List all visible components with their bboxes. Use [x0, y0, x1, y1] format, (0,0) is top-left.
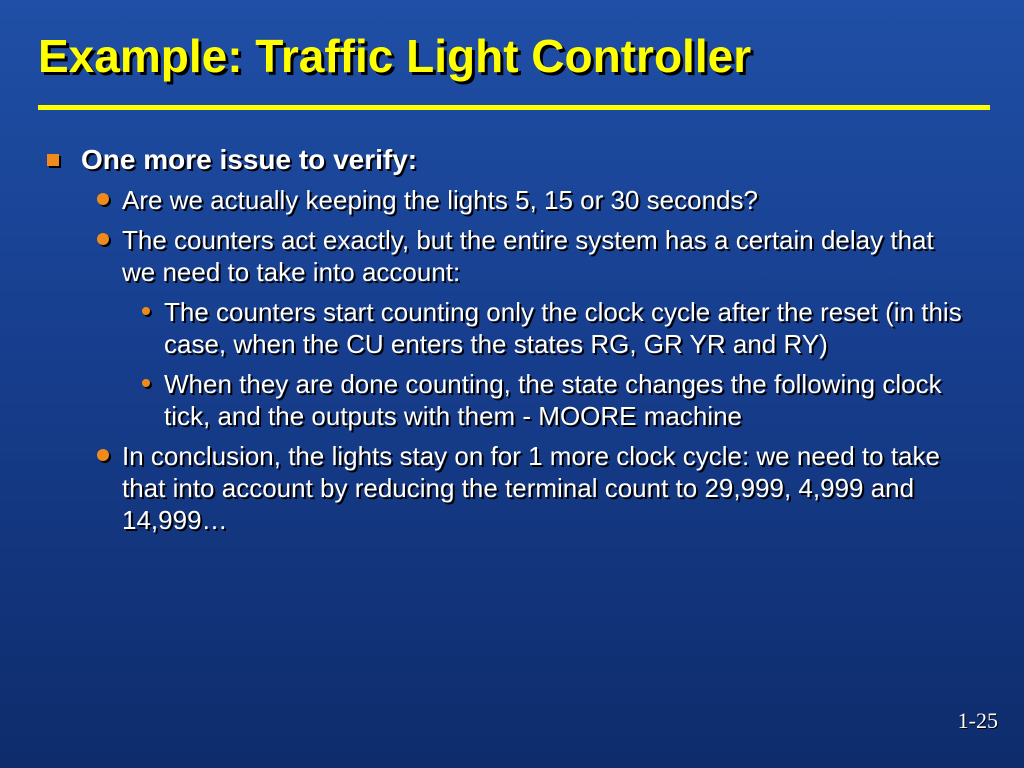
bullet-text: Are we actually keeping the lights 5, 15 or 30 seconds?	[122, 185, 758, 215]
round-bullet-icon	[97, 193, 109, 205]
round-bullet-icon	[97, 449, 109, 461]
small-round-bullet-icon	[142, 379, 150, 387]
bullet-level2	[0, 224, 1024, 288]
bullet-level1	[0, 142, 1024, 178]
bullet-text: The counters act exactly, but the entire system has a certain delay that we need to take into account:	[122, 225, 934, 287]
bullet-text: The counters start counting only the clock cycle after the reset (in this case, when the CU enters the states RG, GR YR and RY)	[164, 297, 962, 359]
bullet-text: One more issue to verify:	[81, 144, 418, 175]
bullet-text: When they are done counting, the state changes the following clock tick, and the outputs with them - MOORE machine	[164, 369, 942, 431]
bullet-level3	[0, 296, 1024, 360]
bullet-level3	[0, 368, 1024, 432]
bullet-list	[0, 142, 1024, 544]
slide-title: Example: Traffic Light Controller	[38, 30, 752, 82]
bullet-level2	[0, 184, 1024, 216]
title-underline	[38, 105, 990, 110]
square-bullet-icon	[47, 154, 59, 166]
round-bullet-icon	[97, 233, 109, 245]
bullet-level2	[0, 440, 1024, 536]
slide-number: 1-25	[957, 708, 998, 733]
bullet-text: In conclusion, the lights stay on for 1 more clock cycle: we need to take that into account by reducing the terminal count to 29,999, 4,999 and 14,999…	[122, 441, 940, 535]
small-round-bullet-icon	[142, 307, 150, 315]
